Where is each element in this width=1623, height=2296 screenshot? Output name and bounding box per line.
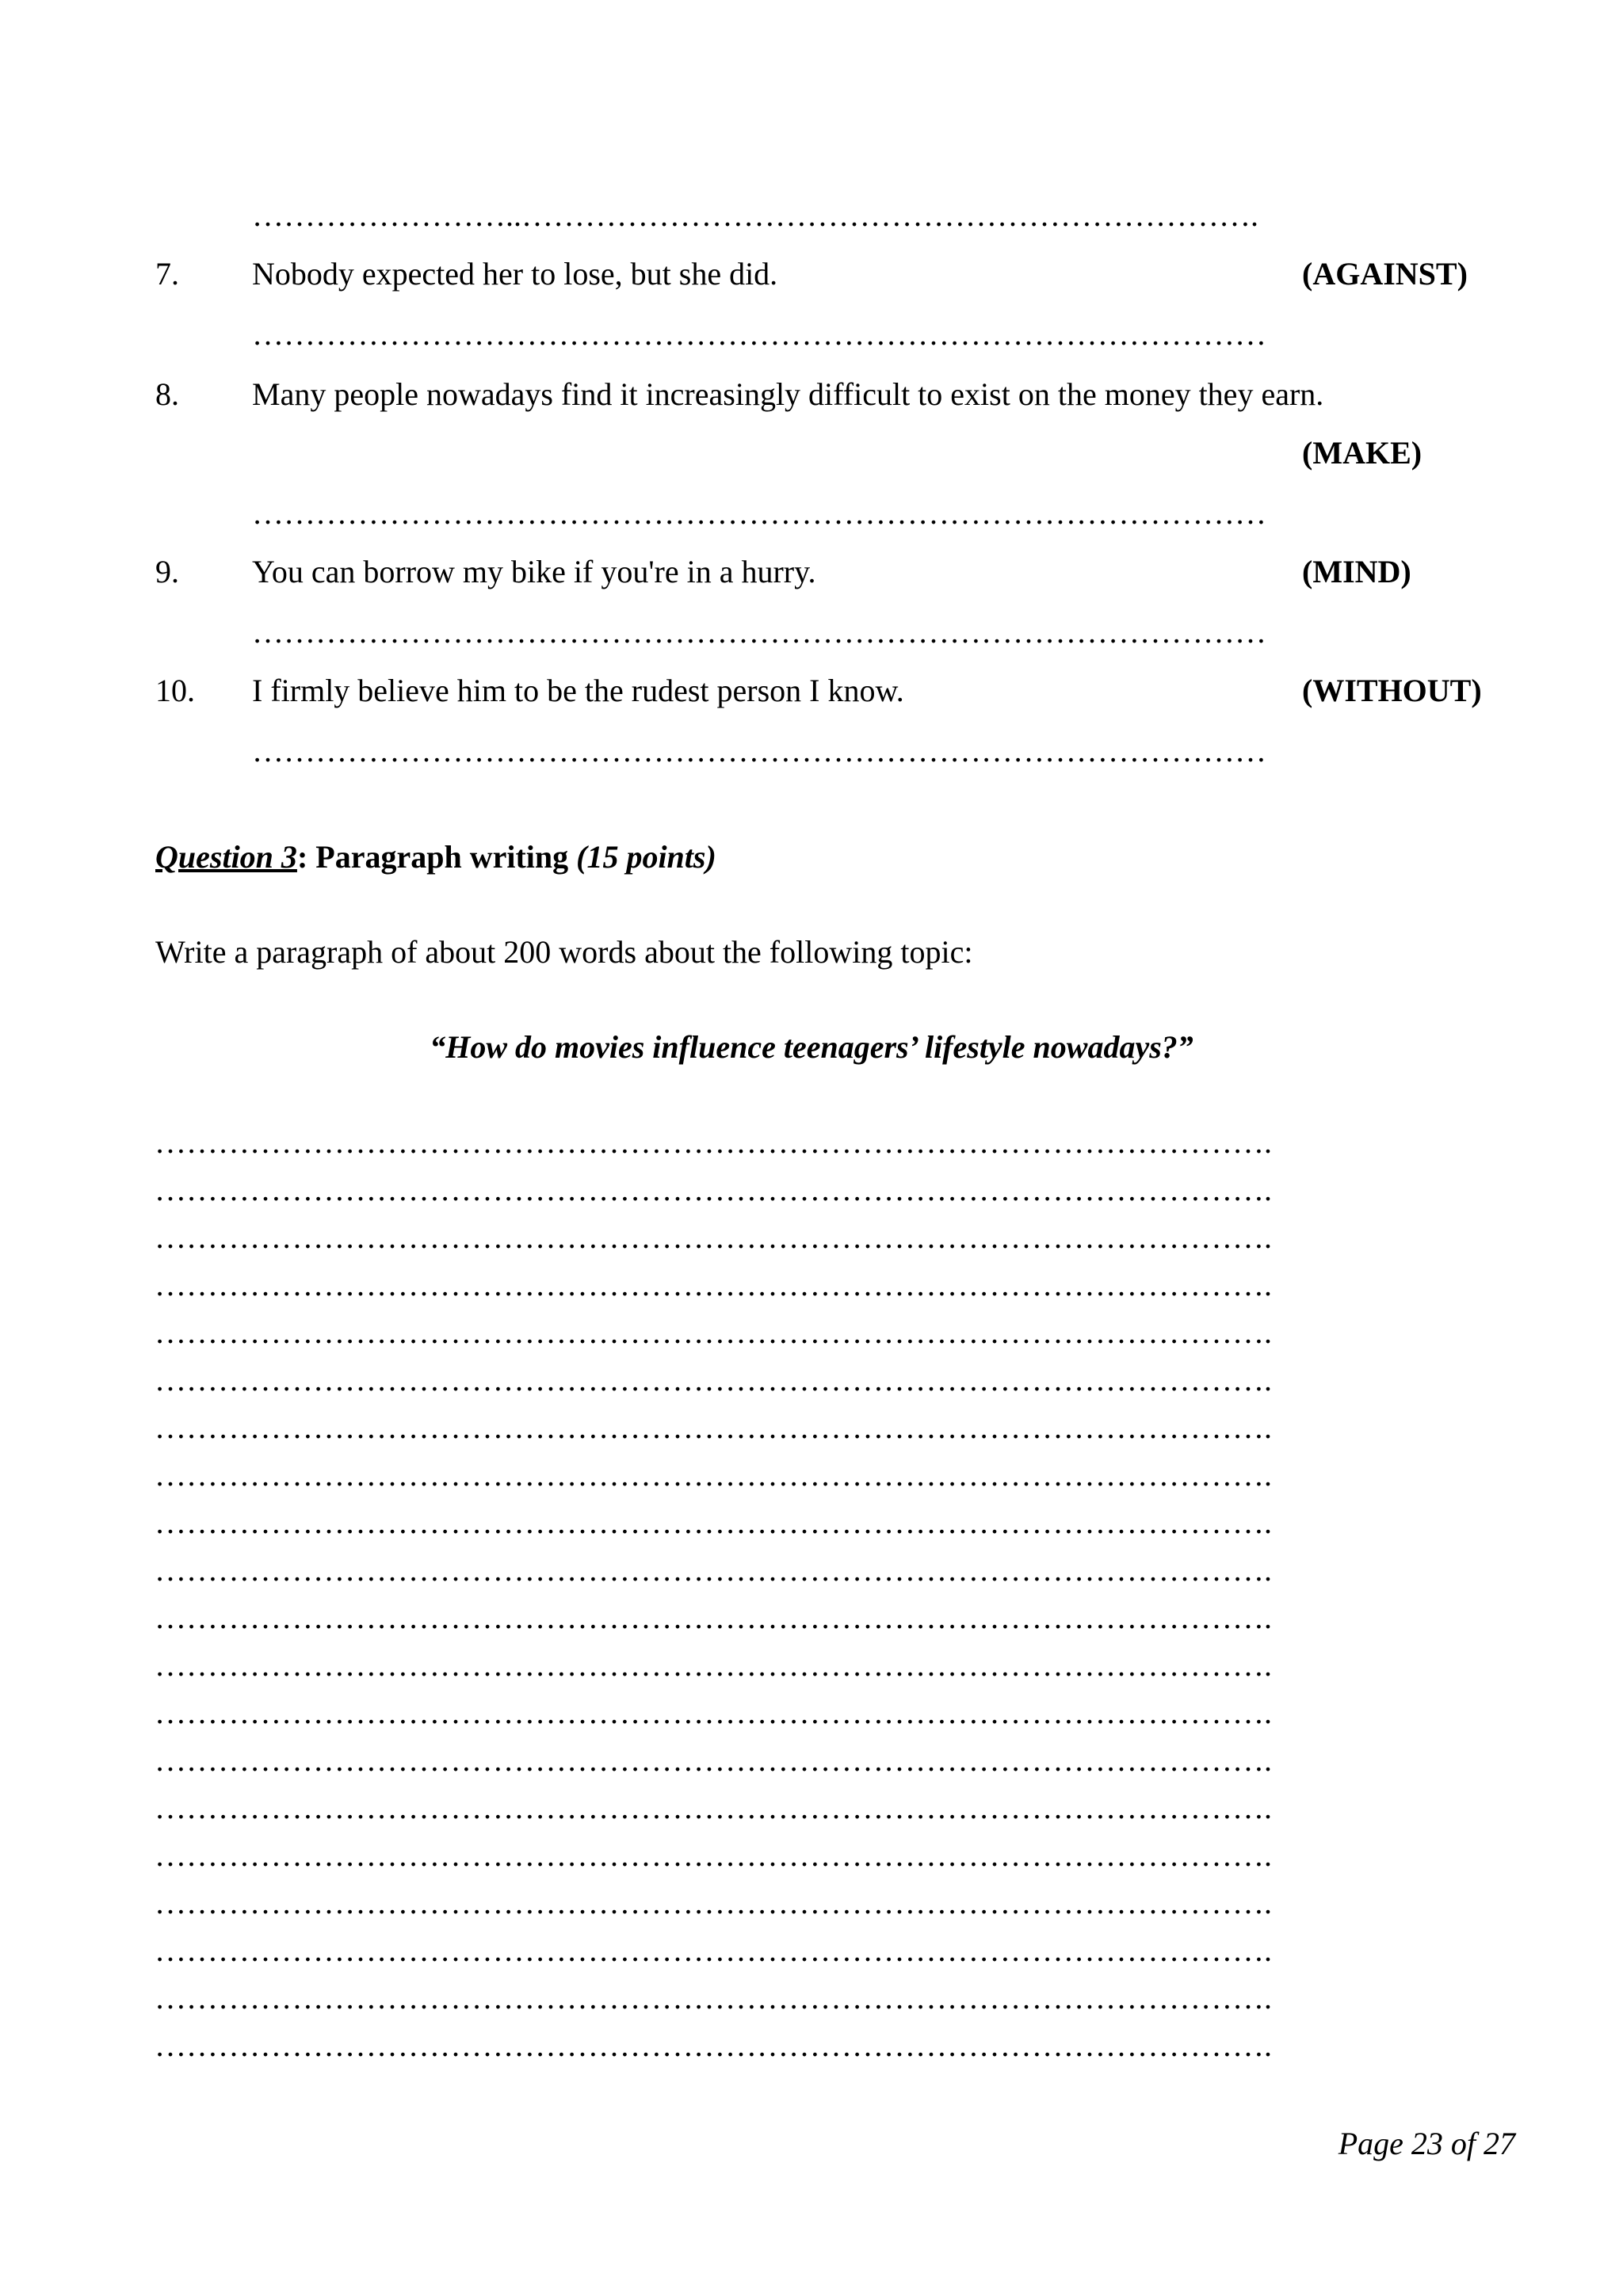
item-8-number: 8.	[155, 376, 179, 412]
item-7-keyword: (AGAINST)	[1302, 256, 1468, 292]
item-7-sentence: Nobody expected her to lose, but she did.	[252, 256, 778, 292]
writing-line[interactable]: …………………………………………………………………………………………….	[155, 1980, 1272, 2016]
question-3-instruction: Write a paragraph of about 200 words about the following topic:	[155, 934, 973, 970]
writing-line[interactable]: …………………………………………………………………………………………….	[155, 1552, 1272, 1588]
answer-line-6[interactable]: ……………………..…………………………………………………………….	[252, 197, 1258, 233]
item-8-keyword: (MAKE)	[1302, 435, 1423, 471]
answer-line-8[interactable]: ……………………………………………………………………………………	[252, 495, 1266, 531]
item-9-sentence: You can borrow my bike if you're in a hurry.	[252, 554, 816, 589]
item-9-keyword: (MIND)	[1302, 554, 1411, 589]
answer-line-7[interactable]: ……………………………………………………………………………………	[252, 316, 1266, 352]
writing-line[interactable]: …………………………………………………………………………………………….	[155, 1647, 1272, 1683]
writing-line[interactable]: …………………………………………………………………………………………….	[155, 1219, 1272, 1255]
writing-line[interactable]: …………………………………………………………………………………………….	[155, 1457, 1272, 1493]
writing-line[interactable]: …………………………………………………………………………………………….	[155, 2027, 1272, 2063]
writing-line[interactable]: …………………………………………………………………………………………….	[155, 1600, 1272, 1635]
writing-line[interactable]: …………………………………………………………………………………………….	[155, 1837, 1272, 1873]
question-3-heading	[155, 838, 716, 876]
writing-line[interactable]: …………………………………………………………………………………………….	[155, 1505, 1272, 1540]
page-number: Page 23 of 27	[1338, 2126, 1515, 2161]
writing-line[interactable]: …………………………………………………………………………………………….	[155, 1695, 1272, 1730]
item-9-number: 9.	[155, 554, 179, 589]
writing-line[interactable]: …………………………………………………………………………………………….	[155, 1790, 1272, 1825]
item-8-sentence: Many people nowadays find it increasingly difficult to exist on the money they earn.	[252, 376, 1324, 412]
writing-line[interactable]: …………………………………………………………………………………………….	[155, 1742, 1272, 1778]
answer-line-9[interactable]: ……………………………………………………………………………………	[252, 614, 1266, 650]
writing-line[interactable]: …………………………………………………………………………………………….	[155, 1124, 1272, 1160]
item-10-number: 10.	[155, 673, 195, 708]
item-10-keyword: (WITHOUT)	[1302, 673, 1482, 708]
writing-line[interactable]: …………………………………………………………………………………………….	[155, 1885, 1272, 1920]
writing-line[interactable]: …………………………………………………………………………………………….	[155, 1267, 1272, 1302]
writing-line[interactable]: …………………………………………………………………………………………….	[155, 1932, 1272, 1968]
item-7-number: 7.	[155, 256, 179, 292]
writing-line[interactable]: …………………………………………………………………………………………….	[155, 1314, 1272, 1350]
writing-line[interactable]: …………………………………………………………………………………………….	[155, 1409, 1272, 1445]
writing-line[interactable]: …………………………………………………………………………………………….	[155, 1172, 1272, 1207]
writing-line[interactable]: …………………………………………………………………………………………….	[155, 1362, 1272, 1398]
writing-topic: “How do movies influence teenagers’ lifestyle nowadays?”	[430, 1029, 1193, 1065]
question-3-title: : Paragraph writing	[296, 839, 577, 875]
answer-line-10[interactable]: ……………………………………………………………………………………	[252, 733, 1266, 769]
question-3-label: Question 3	[155, 839, 297, 875]
item-10-sentence: I firmly believe him to be the rudest person I know.	[252, 673, 904, 708]
question-3-points: (15 points)	[576, 839, 716, 875]
